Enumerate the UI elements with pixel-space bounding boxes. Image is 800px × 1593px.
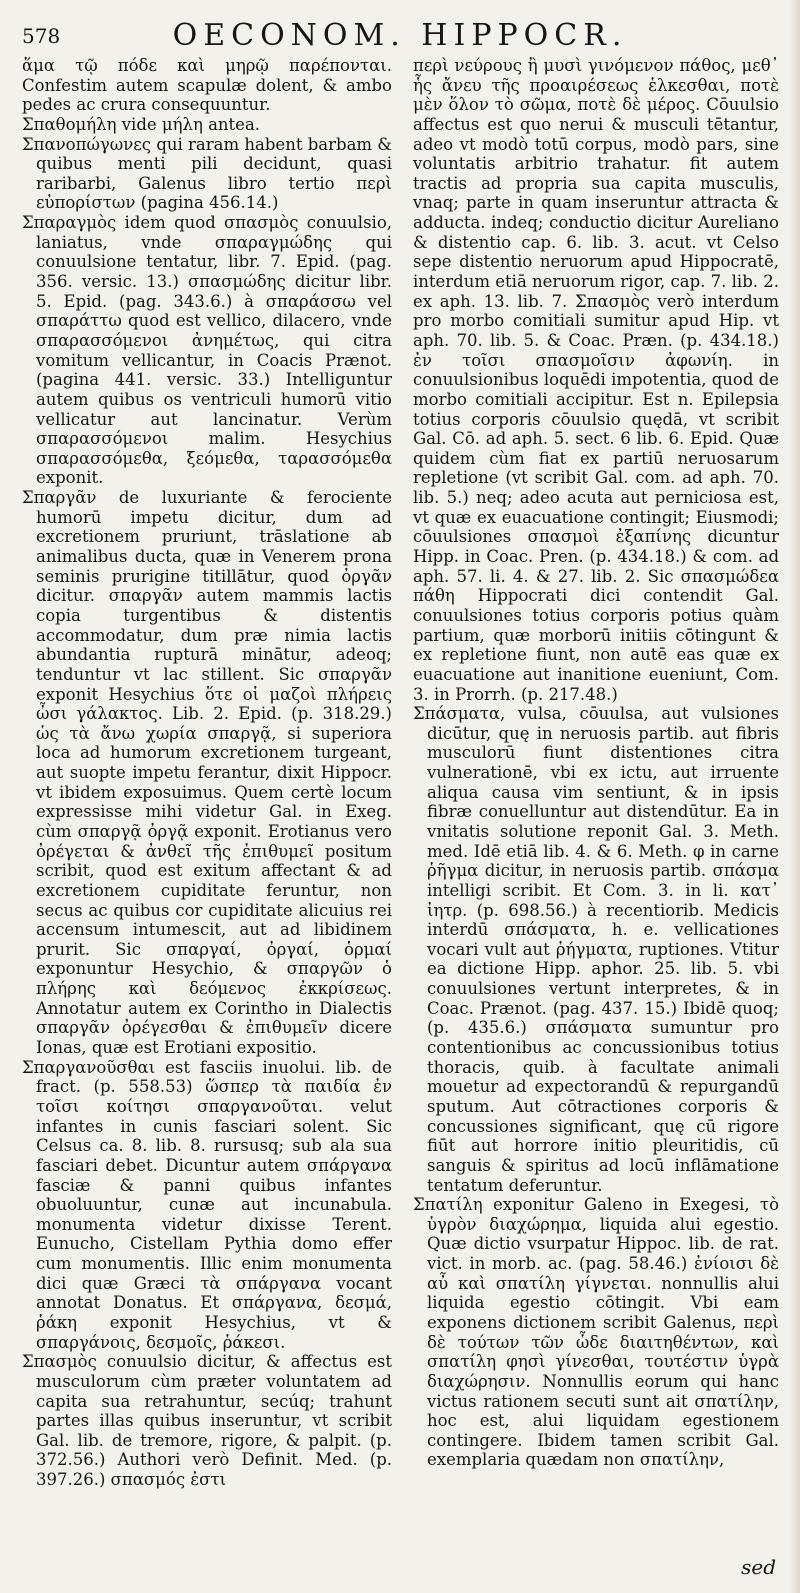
dictionary-entry: Σπατίλη exponitur Galeno in Exegesi, τὸ ὑγρὸν διαχώρημα, liquida alui egestio. Quæ dictio vsurpatur Hippoc. lib. de rat. vict. in morb. ac. (pag. 58.46.) ἐνίοισι δὲ αὖ καὶ σπατίλη γίγνεται. nonnullis alui liquida egestio cōtingit. Vbi eam exponens dictionem scribit Galenus, περὶ δὲ τούτων τῶν ὧδε διαιτηθέντων, καὶ σπατίλη φησὶ γίνεσθαι, τουτέστιν ὑγρὰ διαχώρησιν. Nonnullis eorum qui hanc victus rationem secuti sunt ait σπατίλην, hoc est, alui liquidam egestionem contingere. Ibidem tamen scribit Gal. exemplaria quædam non σπατίλην, <box>413 1195 779 1470</box>
catchword: sed <box>741 1555 776 1579</box>
page-number: 578 <box>22 24 61 48</box>
dictionary-entry: Σπάσματα, vulsa, cōuulsa, aut vulsiones dicūtur, quę in neruosis partib. aut fibris musculorū fiunt distentiones citra vulnerationē, vbi ex ictu, aut irruente aliqua causa vim sentiunt, & in ipsis fibræ conuelluntur aut distendūtur. Ea in vnitatis solutione reponit Gal. 3. Meth. med. Idē etiā lib. 4. & 6. Meth. φ in carne ῥῆγμα dicitur, in neruosis partib. σπάσμα intelligi scribit. Et Com. 3. in li. κατ᾽ ἰητρ. (p. 698.56.) à recentiorib. Medicis interdū σπάσματα, h. e. vellicationes vocari vult aut ῥήγματα, ruptiones. Vtitur ea dictione Hipp. aphor. 25. lib. 5. vbi conuulsiones vertunt interpretes, & in Coac. Prænot. (pag. 437. 15.) Ibidē quoq; (p. 435.6.) σπάσματα sumuntur pro contentionibus ac concussionibus totius thoracis, quib. à facultate animali mouetur ad expectorandū & repurgandū sputum. Aut cōtractiones corporis & concussiones significant, quę cū rigore fiūt aut horrore initio pleuritidis, cū sanguis & spiritus ad locū inflāmatione tentatum deferuntur. <box>413 704 779 1195</box>
dictionary-entry: Σπαθομήλη vide μήλη antea. <box>22 114 261 134</box>
left-column <box>22 56 392 1490</box>
dictionary-entry: Σπαραγμὸς idem quod σπασμὸς conuulsio, laniatus, vnde σπαραγμώδης qui conuulsione tentatur, libr. 7. Epid. (pag. 356. versic. 13.) σπασμώδης dicitur libr. 5. Epid. (pag. 343.6.) à σπαράσσω vel σπαράττω quod est vellico, dilacero, vnde σπαρασσόμενοι ἀνημέτως, qui citra vomitum vellicantur, in Coacis Prænot. (pagina 441. versic. 33.) Intelliguntur autem quibus os ventriculi humorū vitio vellicatur aut lancinatur. Verùm σπαρασσόμενοι malim. Hesychius σπαρασσόμεθα, ξεόμεθα, ταρασσόμεθα exponit. <box>22 213 392 488</box>
continued-paragraph: ἅμα τῷ πόδε καὶ μηρῷ παρέπονται. Confestim autem scapulæ dolent, & ambo pedes ac crura consequuntur. <box>22 56 392 115</box>
dictionary-entry: Σπαργανοῦσθαι est fasciis inuolui. lib. de fract. (p. 558.53) ὥσπερ τὰ παιδία ἐν τοῖσι κοίτησι σπαργανοῦται. velut infantes in cunis fasciari solent. Sic Celsus ca. 8. lib. 8. rursusq; sub ala sua fasciari debet. Dicuntur autem σπάργανα fasciæ & panni quibus infantes obuoluuntur, cunæ aut incunabula. monumenta videtur dixisse Terent. Eunucho, Cistellam Pythia domo effer cum monumentis. Illic enim monumenta dici quæ Græci τὰ σπάργανα vocant annotat Donatus. Et σπάργανα, δεσμά, ῥάκη exponit Hesychius, vt & σπαργάνοις, δεσμοῖς, ῥάκεσι. <box>22 1057 392 1352</box>
dictionary-entry: Σπασμὸς conuulsio dicitur, & affectus est musculorum cùm præter voluntatem ad capita sua retrahuntur, secúq; trahunt partes illas quibus inseruntur, vt scribit Gal. lib. de tremore, rigore, & palpit. (p. 372.56.) Authori verò Definit. Med. (p. 397.26.) σπασμός ἐστι <box>22 1352 392 1490</box>
right-column <box>413 56 779 1470</box>
continued-paragraph: περὶ νεύρους ἢ μυσὶ γινόμενον πάθος, μεθ᾽ ἧς ἄνευ τῆς προαιρέσεως ἑλκεσθαι, ποτὲ μὲν ὅλον τὸ σῶμα, ποτὲ δὲ μέρος. Cōuulsio affectus est quo nerui & musculi tētantur, adeo vt modò totū corpus, modò pars, sine voluntatis arbitrio trahatur. fit autem tractis ad propria sua capita musculis, vnaq; parte in quam inseruntur attracta & adducta. indeq; conductio dicitur Aureliano & distentio cap. 6. lib. 3. acut. vt Celso sepe distentio neruorum apud Hippocratē, interdum etiā neruorum rigor, cap. 7. lib. 2. ex aph. 13. lib. 7. Σπασμὸς verò interdum pro morbo comitiali sumitur apud Hip. vt aph. 70. lib. 5. & Coac. Præn. (p. 434.18.) ἐν τοῖσι σπασμοῖσιν ἀφωνίη. in conuulsionibus loquēdi impotentia, quod de morbo comitiali accipitur. Est n. Epilepsia totius corporis cōuulsio quędā, vt scribit Gal. Cō. ad aph. 5. sect. 6 lib. 6. Epid. Quæ quidem cùm fiat ex partiū neruosarum repletione (vt scribit Gal. com. ad aph. 70. lib. 5.) neq; adeo acuta aut perniciosa est, vt quæ ex euacuatione contingit; Eiusmodi; cōuulsiones σπασμοὶ ἐξαπίνης dicuntur Hipp. in Coac. Pren. (p. 434.18.) & com. ad aph. 57. li. 4. & 27. lib. 2. Sic σπασμώδεα πάθη Hippocrati dici contendit Gal. conuulsiones totius corporis potius quàm partium, quæ morborū initiis cōtingunt & ex repletione fiunt, non autē eas quæ ex euacuatione aut inanitione eueniunt, Com. 3. in Prorrh. (p. 217.48.) <box>413 56 779 704</box>
page-edge-shadow <box>790 0 800 1593</box>
dictionary-entry: Σπανοπώγωνες qui raram habent barbam & quibus menti pili decidunt, quasi raribarbi, Galenus libro tertio περὶ εὐπορίστων (pagina 456.14.) <box>22 134 392 213</box>
dictionary-entry: Σπαργᾶν de luxuriante & ferociente humorū impetu dicitur, dum ad excretionem pruriunt, trāslatione ab animalibus ducta, quæ in Venerem prona seminis prurigine titillātur, quod ὀργᾶν dicitur. σπαργᾶν autem mammis lactis copia turgentibus & distentis accommodatur, dum præ nimia lactis abundantia rupturā minātur, adeoq; tenduntur vt lac stillent. Sic σπαργᾶν exponit Hesychius ὅτε οἱ μαζοὶ πλήρεις ὦσι γάλακτος. Lib. 2. Epid. (p. 318.29.) ὡς τὰ ἄνω χωρία σπαργᾷ, si superiora loca ad humorum excretionem turgeant, aut suopte impetu ferantur, dixit Hippocr. vt ibidem exposuimus. Quem certè locum expressisse mihi videtur Gal. in Exeg. cùm σπαργᾷ ὀργᾷ exponit. Erotianus vero ὀρέγεται & ἀνθεῖ τῆς ἐπιθυμεῖ positum scribit, quod est exitum affectant & ad excretionem cupiditate feruntur, non secus ac quibus cor cupiditate alicuius rei accensum intumescit, aut ad libidinem prurit. Sic σπαργαί, ὀργαί, ὁρμαί exponuntur Hesychio, & σπαργῶν ὁ πλήρης καὶ δεόμενος ἐκκρίσεως. Annotatur autem ex Corintho in Dialectis σπαργᾶν ὀρέγεσθαι & ἐπιθυμεῖν dicere Ionas, quæ est Erotiani expositio. <box>22 488 392 1058</box>
running-head: OECONOM. HIPPOCR. <box>172 18 628 53</box>
page-header <box>22 18 778 58</box>
